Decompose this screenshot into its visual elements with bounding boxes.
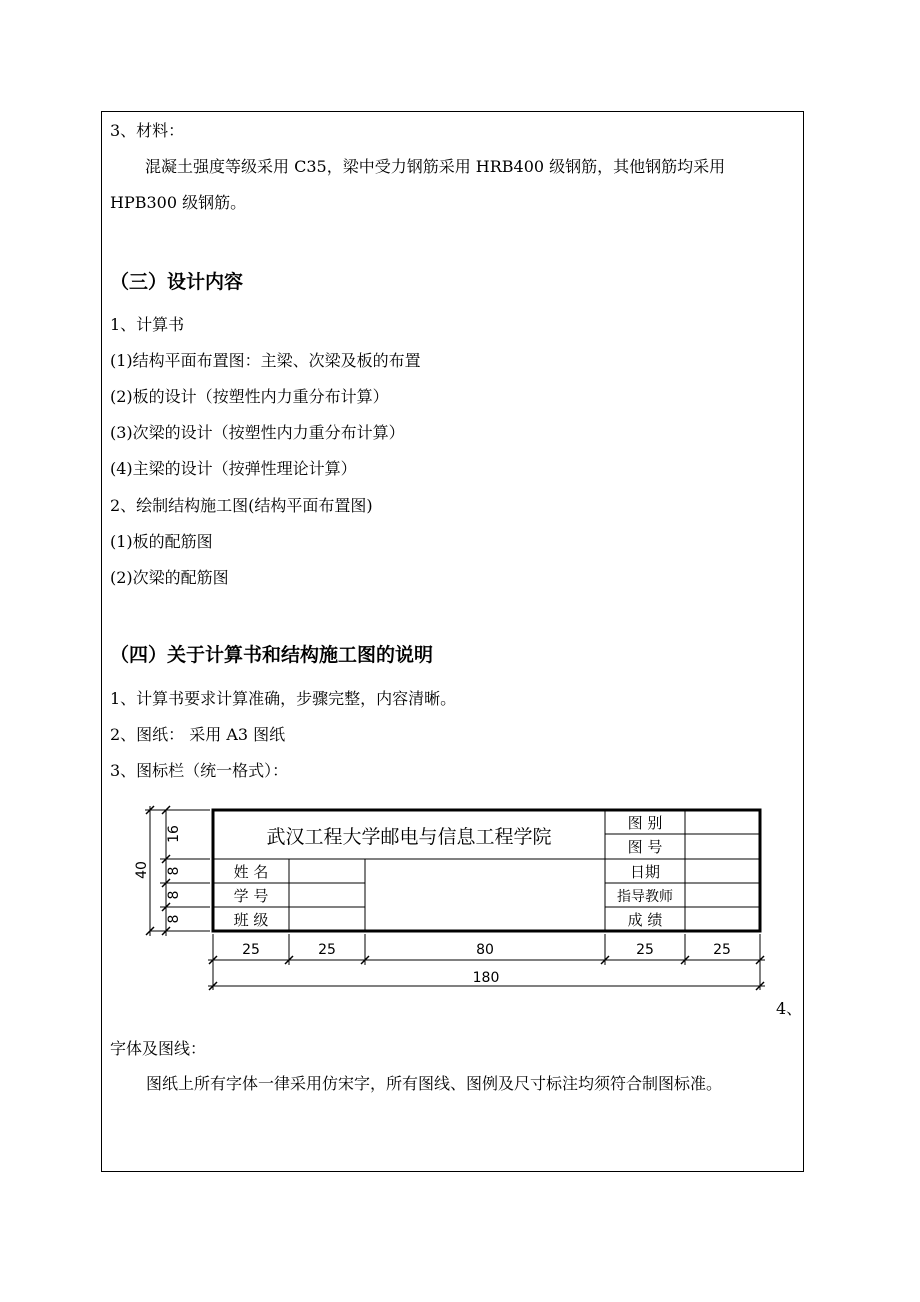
dimension-label: 16 [166, 825, 182, 843]
section-3-item: 2、绘制结构施工图(结构平面布置图) [110, 496, 373, 515]
dimension-label: 25 [242, 942, 260, 958]
section-3-item: (1)板的配筋图 [110, 532, 213, 551]
student-id-label: 学 号 [233, 887, 269, 905]
section-3-item: (1)结构平面布置图：主梁、次梁及板的布置 [110, 351, 421, 370]
dimension-label: 80 [476, 942, 494, 958]
font-section-body: 图纸上所有字体一律采用仿宋字，所有图线、图例及尺寸标注均须符合制图标准。 [146, 1074, 723, 1093]
dimension-total-label: 180 [472, 970, 500, 986]
school-name: 武汉工程大学邮电与信息工程学院 [266, 826, 552, 848]
materials-heading: 3、材料： [110, 121, 185, 140]
dimension-label: 8 [166, 890, 182, 900]
dimension-label: 8 [166, 914, 182, 924]
section-3-item: (2)次梁的配筋图 [110, 568, 229, 587]
instructor-label: 指导教师 [617, 889, 673, 905]
section-4-item: 2、图纸： 采用 A3 图纸 [110, 725, 286, 744]
section-3-item: 1、计算书 [110, 315, 185, 334]
font-section-number: 4、 [776, 999, 803, 1018]
section-3-item: (3)次梁的设计（按塑性内力重分布计算） [110, 423, 405, 442]
name-label: 姓 名 [233, 863, 269, 881]
dimension-label: 8 [166, 866, 182, 876]
font-section-heading: 字体及图线： [110, 1039, 207, 1058]
materials-line-2: HPB300 级钢筋。 [110, 193, 247, 212]
grade-label: 成 绩 [627, 911, 663, 929]
materials-line-1: 混凝土强度等级采用 C35，梁中受力钢筋采用 HRB400 级钢筋，其他钢筋均采用 [145, 157, 726, 176]
dimension-label: 25 [636, 942, 654, 958]
date-label: 日期 [629, 863, 661, 881]
class-label: 班 级 [233, 911, 269, 929]
dimension-label: 25 [318, 942, 336, 958]
dimension-total-label: 40 [134, 861, 150, 879]
section-4-item: 1、计算书要求计算准确，步骤完整，内容清晰。 [110, 689, 457, 708]
section-3-title: （三）设计内容 [110, 271, 244, 293]
drawing-type-label: 图 别 [627, 814, 663, 832]
section-4-title: （四）关于计算书和结构施工图的说明 [110, 644, 434, 666]
drawing-number-label: 图 号 [627, 838, 663, 856]
section-3-item: (4)主梁的设计（按弹性理论计算） [110, 459, 357, 478]
dimension-label: 25 [713, 942, 731, 958]
section-3-item: (2)板的设计（按塑性内力重分布计算） [110, 387, 389, 406]
section-4-item: 3、图标栏（统一格式）： [110, 761, 289, 780]
